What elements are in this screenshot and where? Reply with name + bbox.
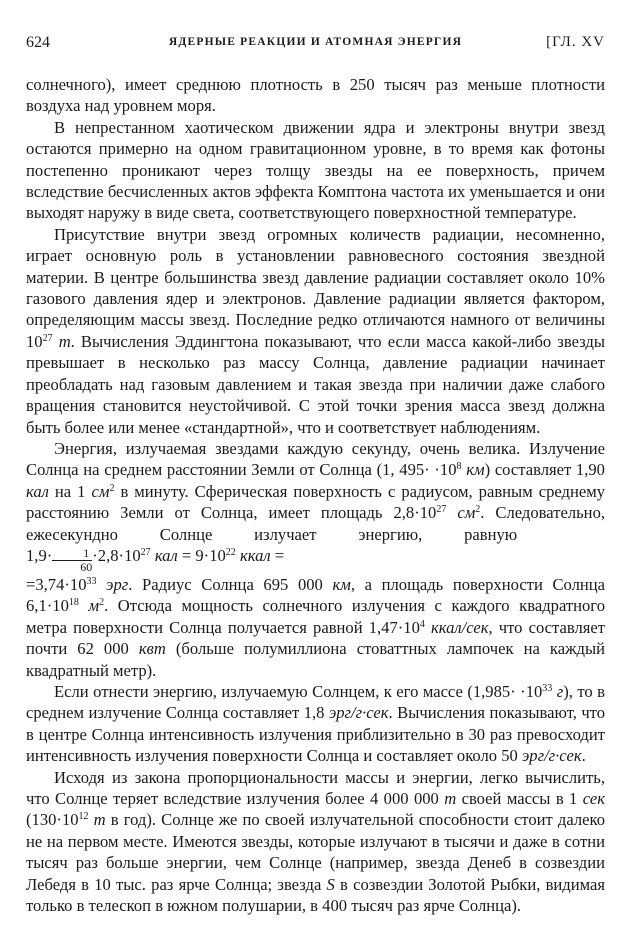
text-span: (130·10: [26, 810, 79, 830]
text-span: (больше полумиллиона стоваттных лампочек на каждый квадратный метр).: [26, 639, 606, 680]
paragraph-mass-loss: [26, 767, 605, 917]
text-span: , что составляет почти 62 000: [26, 617, 605, 659]
unit: см: [457, 503, 476, 523]
exponent: 8: [456, 461, 462, 473]
star-name: S: [326, 874, 335, 894]
unit: г: [556, 681, 564, 701]
exponent: 2: [99, 597, 105, 609]
exponent: 27: [140, 546, 151, 558]
page-header: [26, 34, 605, 56]
unit: ккал: [239, 545, 271, 565]
formula-part: = 9·10: [177, 545, 226, 565]
unit: ккал/сек: [431, 617, 489, 637]
text-span: в минуту. Сферическая поверхность с радиусом, равным среднему расстоянию Земли от Солнца, имеет площадь 2,8·10: [26, 481, 605, 523]
text-span: в год). Солнце же по своей излучательной способности стоит далеко не на первом месте. Имеются звезды, которые излучают в тысячи и даже в сотни тысяч раз больше энергии, чем Солнце (например, звезда Денеб в созвездии Лебедя в 10 тыс. раз ярче Солнца; звезда: [26, 810, 605, 894]
text-span: =3,74·10: [26, 574, 87, 594]
unit: м: [88, 596, 100, 616]
text-span: , а площадь поверхности Солнца 6,1·10: [26, 574, 606, 616]
fraction: [52, 547, 92, 574]
text-span: . Следовательно, ежесекундно Солнце излучает энергию, равную: [26, 503, 606, 544]
text-span: Присутствие внутри звезд огромных количеств радиации, несомненно, играет основную роль в установлении равновесного состояния звездной материи. В центре большинства звезд давление радиации составляет около 10% газового давления ядер и электронов. Давление радиации является фактором, определяющим массы звезд. Последние редко отличаются намного от величины 10: [26, 224, 605, 351]
body-text: [26, 74, 605, 916]
unit: эрг: [106, 574, 129, 594]
exponent: 2: [109, 482, 115, 494]
unit: эрг/г·сек: [328, 703, 389, 723]
text-span: на 1: [48, 481, 92, 501]
paragraph-photons: В непрестанном хаотическом движении ядра и электроны внутри звезд остаются примерно на одном гравитационном уровне, в то время как фотоны постепенно проникают через толщу звезды на ее поверхность, причем вследствие бесчисленных актов эффекта Комптона частота их уменьшается и они выходят наружу в виде света, соответствующего поверхностной температуре.: [26, 117, 605, 223]
exponent: 18: [68, 597, 79, 609]
exponent: 22: [225, 546, 236, 558]
text-span: . Вычисления показывают, что в центре Солнца интенсивность излучения приблизительно в 30 раз превосходит интенсивность излучения поверхности Солнца и составляет около 50: [26, 703, 605, 766]
unit: сек: [582, 789, 606, 808]
unit: эрг/г·сек: [521, 746, 582, 766]
text-span: . Радиус Солнца 695 000: [128, 574, 333, 594]
page-number: 624: [26, 34, 50, 51]
exponent: 27: [436, 504, 447, 516]
unit: км: [332, 574, 351, 594]
fraction-numerator: 1: [52, 547, 92, 561]
unit: т: [93, 810, 106, 830]
formula-energy: [26, 545, 285, 574]
exponent: 27: [42, 332, 53, 344]
paragraph-mass-ratio: [26, 681, 605, 767]
running-title: ЯДЕРНЫЕ РЕАКЦИИ И АТОМНАЯ ЭНЕРГИЯ: [168, 36, 463, 48]
text-span: своей массы в 1: [456, 789, 583, 808]
text-span: .: [581, 746, 586, 766]
chapter-label: [ГЛ. XV: [546, 34, 605, 50]
unit: см: [91, 481, 110, 501]
unit: кал: [26, 481, 49, 501]
text-span: . Вычисления Эддингтона показывают, что если масса какой-либо звезды превышает в несколько раз массу Солнца, давление радиации начинает преобладать над газовым давлением и такая звезда при наличии даже слабого вращения становится неустойчивой. С этой точки зрения масса звезд должна быть более или менее «стандартной», что и соответствует наблюдениям.: [26, 331, 605, 437]
text-span: в созвездии Золотой Рыбки, видимая только в телескоп в южном полушарии, в 400 тысяч раз ярче Солнца).: [26, 874, 605, 916]
paragraph-radiation: [26, 224, 605, 438]
unit: квт: [138, 639, 166, 659]
paragraph-continuation: солнечного), имеет среднюю плотность в 250 тысяч раз меньше плотности воздуха над уровнем моря.: [26, 75, 605, 116]
formula-part: 1,9·: [26, 545, 53, 565]
text-span: . Отсюда мощность солнечного излучения с каждого квадратного метра поверхности Солнца получается равной 1,47·10: [26, 596, 605, 637]
exponent: 33: [86, 575, 97, 587]
text-span: Исходя из закона пропорциональности массы и энергии, легко вычислить, что Солнце теряет вследствие излучения более 4 000 000: [26, 767, 605, 808]
text-span: Энергия, излучаемая звездами каждую секунду, очень велика. Излучение Солнца на среднем расстоянии Земли от Солнца (1, 495·: [26, 438, 605, 480]
fraction-denominator: 60: [80, 559, 93, 574]
text-span: ·10: [520, 681, 543, 701]
exponent: 4: [419, 618, 425, 630]
formula-part: =: [270, 545, 285, 565]
unit: км: [466, 460, 485, 480]
exponent: 12: [78, 811, 89, 823]
unit: кал: [154, 545, 178, 565]
text-span: ·10: [434, 460, 457, 480]
formula-part: ·2,8·10: [92, 545, 141, 565]
unit: т: [58, 331, 71, 351]
unit: т: [444, 789, 457, 808]
exponent: 33: [542, 682, 553, 694]
paragraph-energy: [26, 438, 605, 681]
text-span: ) составляет 1,90: [484, 460, 605, 480]
exponent: 2: [475, 504, 481, 516]
text-span: Если отнести энергию, излучаемую Солнцем, к его массе (1,985·: [54, 681, 516, 701]
text-span: ), то в среднем излучение Солнца составляет 1,8: [26, 681, 605, 723]
